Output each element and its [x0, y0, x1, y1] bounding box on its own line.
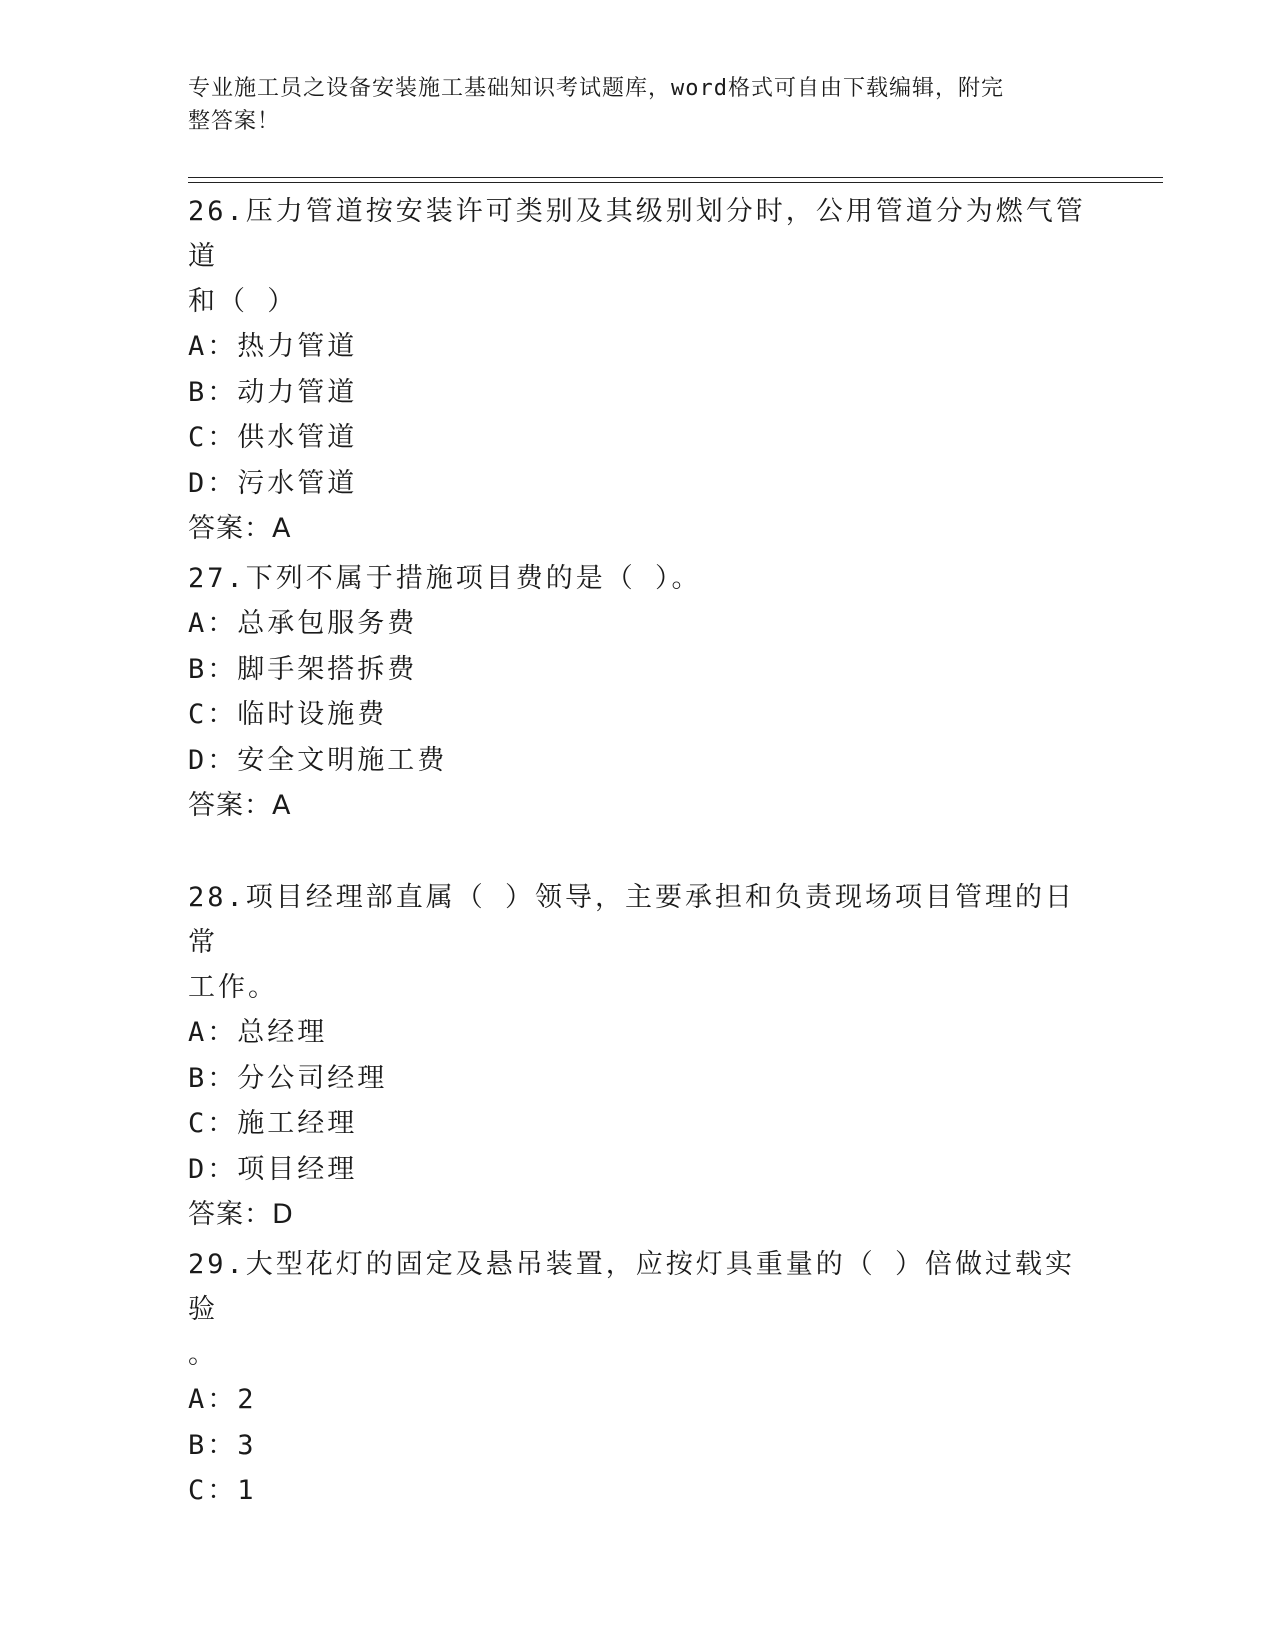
option-a: A：2 — [188, 1384, 257, 1415]
answer: 答案：A — [188, 513, 292, 544]
option-c: C：1 — [188, 1475, 257, 1506]
option-d: D：安全文明施工费 — [188, 744, 448, 776]
option-c: C：临时设施费 — [188, 699, 388, 730]
answer: 答案：A — [188, 790, 292, 821]
option-b: B：3 — [188, 1429, 257, 1461]
answer: 答案：D — [188, 1199, 294, 1230]
header-divider-bottom — [188, 182, 1163, 183]
option-b: B：动力管道 — [188, 376, 358, 408]
option-a: A：总经理 — [188, 1017, 328, 1048]
option-c: C：供水管道 — [188, 422, 358, 453]
question-stem-line: 26.压力管道按安装许可类别及其级别划分时，公用管道分为燃气管道 — [188, 196, 1086, 272]
option-c: C：施工经理 — [188, 1108, 358, 1139]
option-b: B：脚手架搭拆费 — [188, 653, 418, 685]
question-28 — [188, 875, 1088, 1238]
header-line-2: 整答案！ — [188, 109, 281, 134]
question-stem-line: 27.下列不属于措施项目费的是（ ）。 — [188, 563, 702, 594]
header-divider-top — [188, 177, 1163, 178]
question-29 — [188, 1242, 1088, 1514]
question-stem-line: 工作。 — [188, 972, 278, 1003]
question-stem-line: 。 — [188, 1339, 218, 1370]
option-a: A：热力管道 — [188, 331, 358, 362]
document-header — [188, 72, 1068, 138]
header-line-1: 专业施工员之设备安装施工基础知识考试题库，word格式可自由下载编辑，附完 — [188, 76, 1004, 101]
option-d: D：污水管道 — [188, 467, 358, 499]
option-d: D：项目经理 — [188, 1153, 358, 1185]
question-27 — [188, 556, 1088, 829]
question-26 — [188, 189, 1088, 552]
question-stem-line: 28.项目经理部直属（ ）领导，主要承担和负责现场项目管理的日常 — [188, 882, 1076, 958]
option-b: B：分公司经理 — [188, 1062, 388, 1094]
question-stem-line: 29.大型花灯的固定及悬吊装置，应按灯具重量的（ ）倍做过载实验 — [188, 1249, 1076, 1325]
question-stem-line: 和（ ） — [188, 286, 298, 317]
option-a: A：总承包服务费 — [188, 608, 418, 639]
